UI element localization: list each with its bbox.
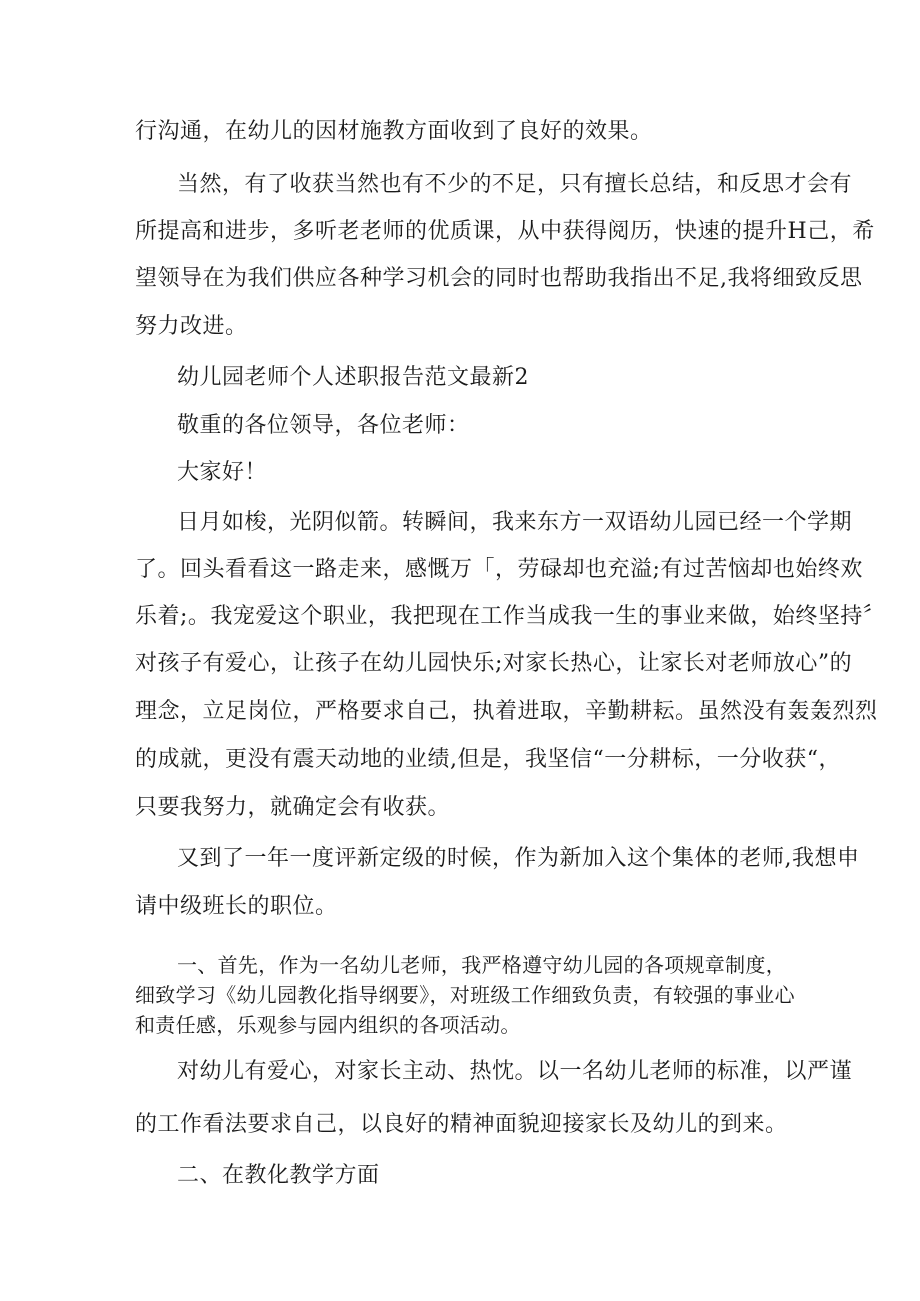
- paragraph-line-9: 对孩子有爱心，让孩子在幼儿园快乐;对家长热心，让家长对老师放心”的: [135, 651, 853, 676]
- paragraph-line-13: 又到了一年一度评新定级的时候，作为新加入这个集体的老师,我想申: [177, 846, 860, 871]
- paragraph-line-5: 努力改进。: [135, 314, 248, 339]
- greeting: 大家好！: [177, 460, 268, 485]
- salutation: 敬重的各位领导，各位老师：: [177, 413, 470, 438]
- paragraph-line-12: 只要我努力，就确定会有收获。: [135, 795, 451, 820]
- paragraph-line-6: 日月如梭，光阴似箭。转瞬间，我来东方一双语幼儿园已经一个学期: [177, 510, 853, 535]
- paragraph-line-10: 理念，立足岗位，严格要求自己，执着进取，辛勤耕耘。虽然没有轰轰烈烈: [135, 699, 878, 724]
- paragraph-line-3: 所提高和进步，多听老老师的优质课，从中获得阅历，快速的提升H己，希: [135, 219, 875, 244]
- paragraph-line-17: 和责任感，乐观参与园内组织的各项活动。: [135, 1013, 521, 1037]
- paragraph-line-16: 细致学习《幼儿园教化指导纲要》，对班级工作细致负责，有较强的事业心: [135, 983, 795, 1007]
- paragraph-line-18: 对幼儿有爱心，对家长主动、热忱。以一名幼儿老师的标准，以严谨: [177, 1059, 853, 1084]
- paragraph-line-14: 请中级班长的职位。: [135, 894, 338, 919]
- paragraph-line-7: 了。回头看看这一路走来，感慨万「，劳碌却也充溢;有过苦恼却也始终欢: [135, 557, 863, 582]
- section-heading-2: 幼儿园老师个人述职报告范文最新2: [177, 365, 529, 390]
- paragraph-line-15: 一、首先，作为一名幼儿老师，我严格遵守幼儿园的各项规章制度，: [177, 953, 786, 977]
- paragraph-line-4: 望领导在为我们供应各种学习机会的同时也帮助我指出不足,我将细致反思: [135, 266, 863, 291]
- paragraph-line-2: 当然，有了收获当然也有不少的不足，只有擅长总结，和反思才会有: [177, 172, 853, 197]
- paragraph-line-8: 乐着;。我宠爱这个职业，我把现在工作当成我一生的事业来做，始终坚持〞: [135, 604, 886, 629]
- paragraph-line-11: 的成就，更没有震天动地的业绩,但是，我坚信“一分耕标，一分收获“，: [135, 747, 841, 772]
- section-heading-education: 二、在教化教学方面: [177, 1163, 380, 1188]
- paragraph-line-19: 的工作看法要求自己，以良好的精神面貌迎接家长及幼儿的到来。: [135, 1112, 788, 1137]
- paragraph-line-1: 行沟通，在幼儿的因材施教方面收到了良好的效果。: [135, 119, 653, 144]
